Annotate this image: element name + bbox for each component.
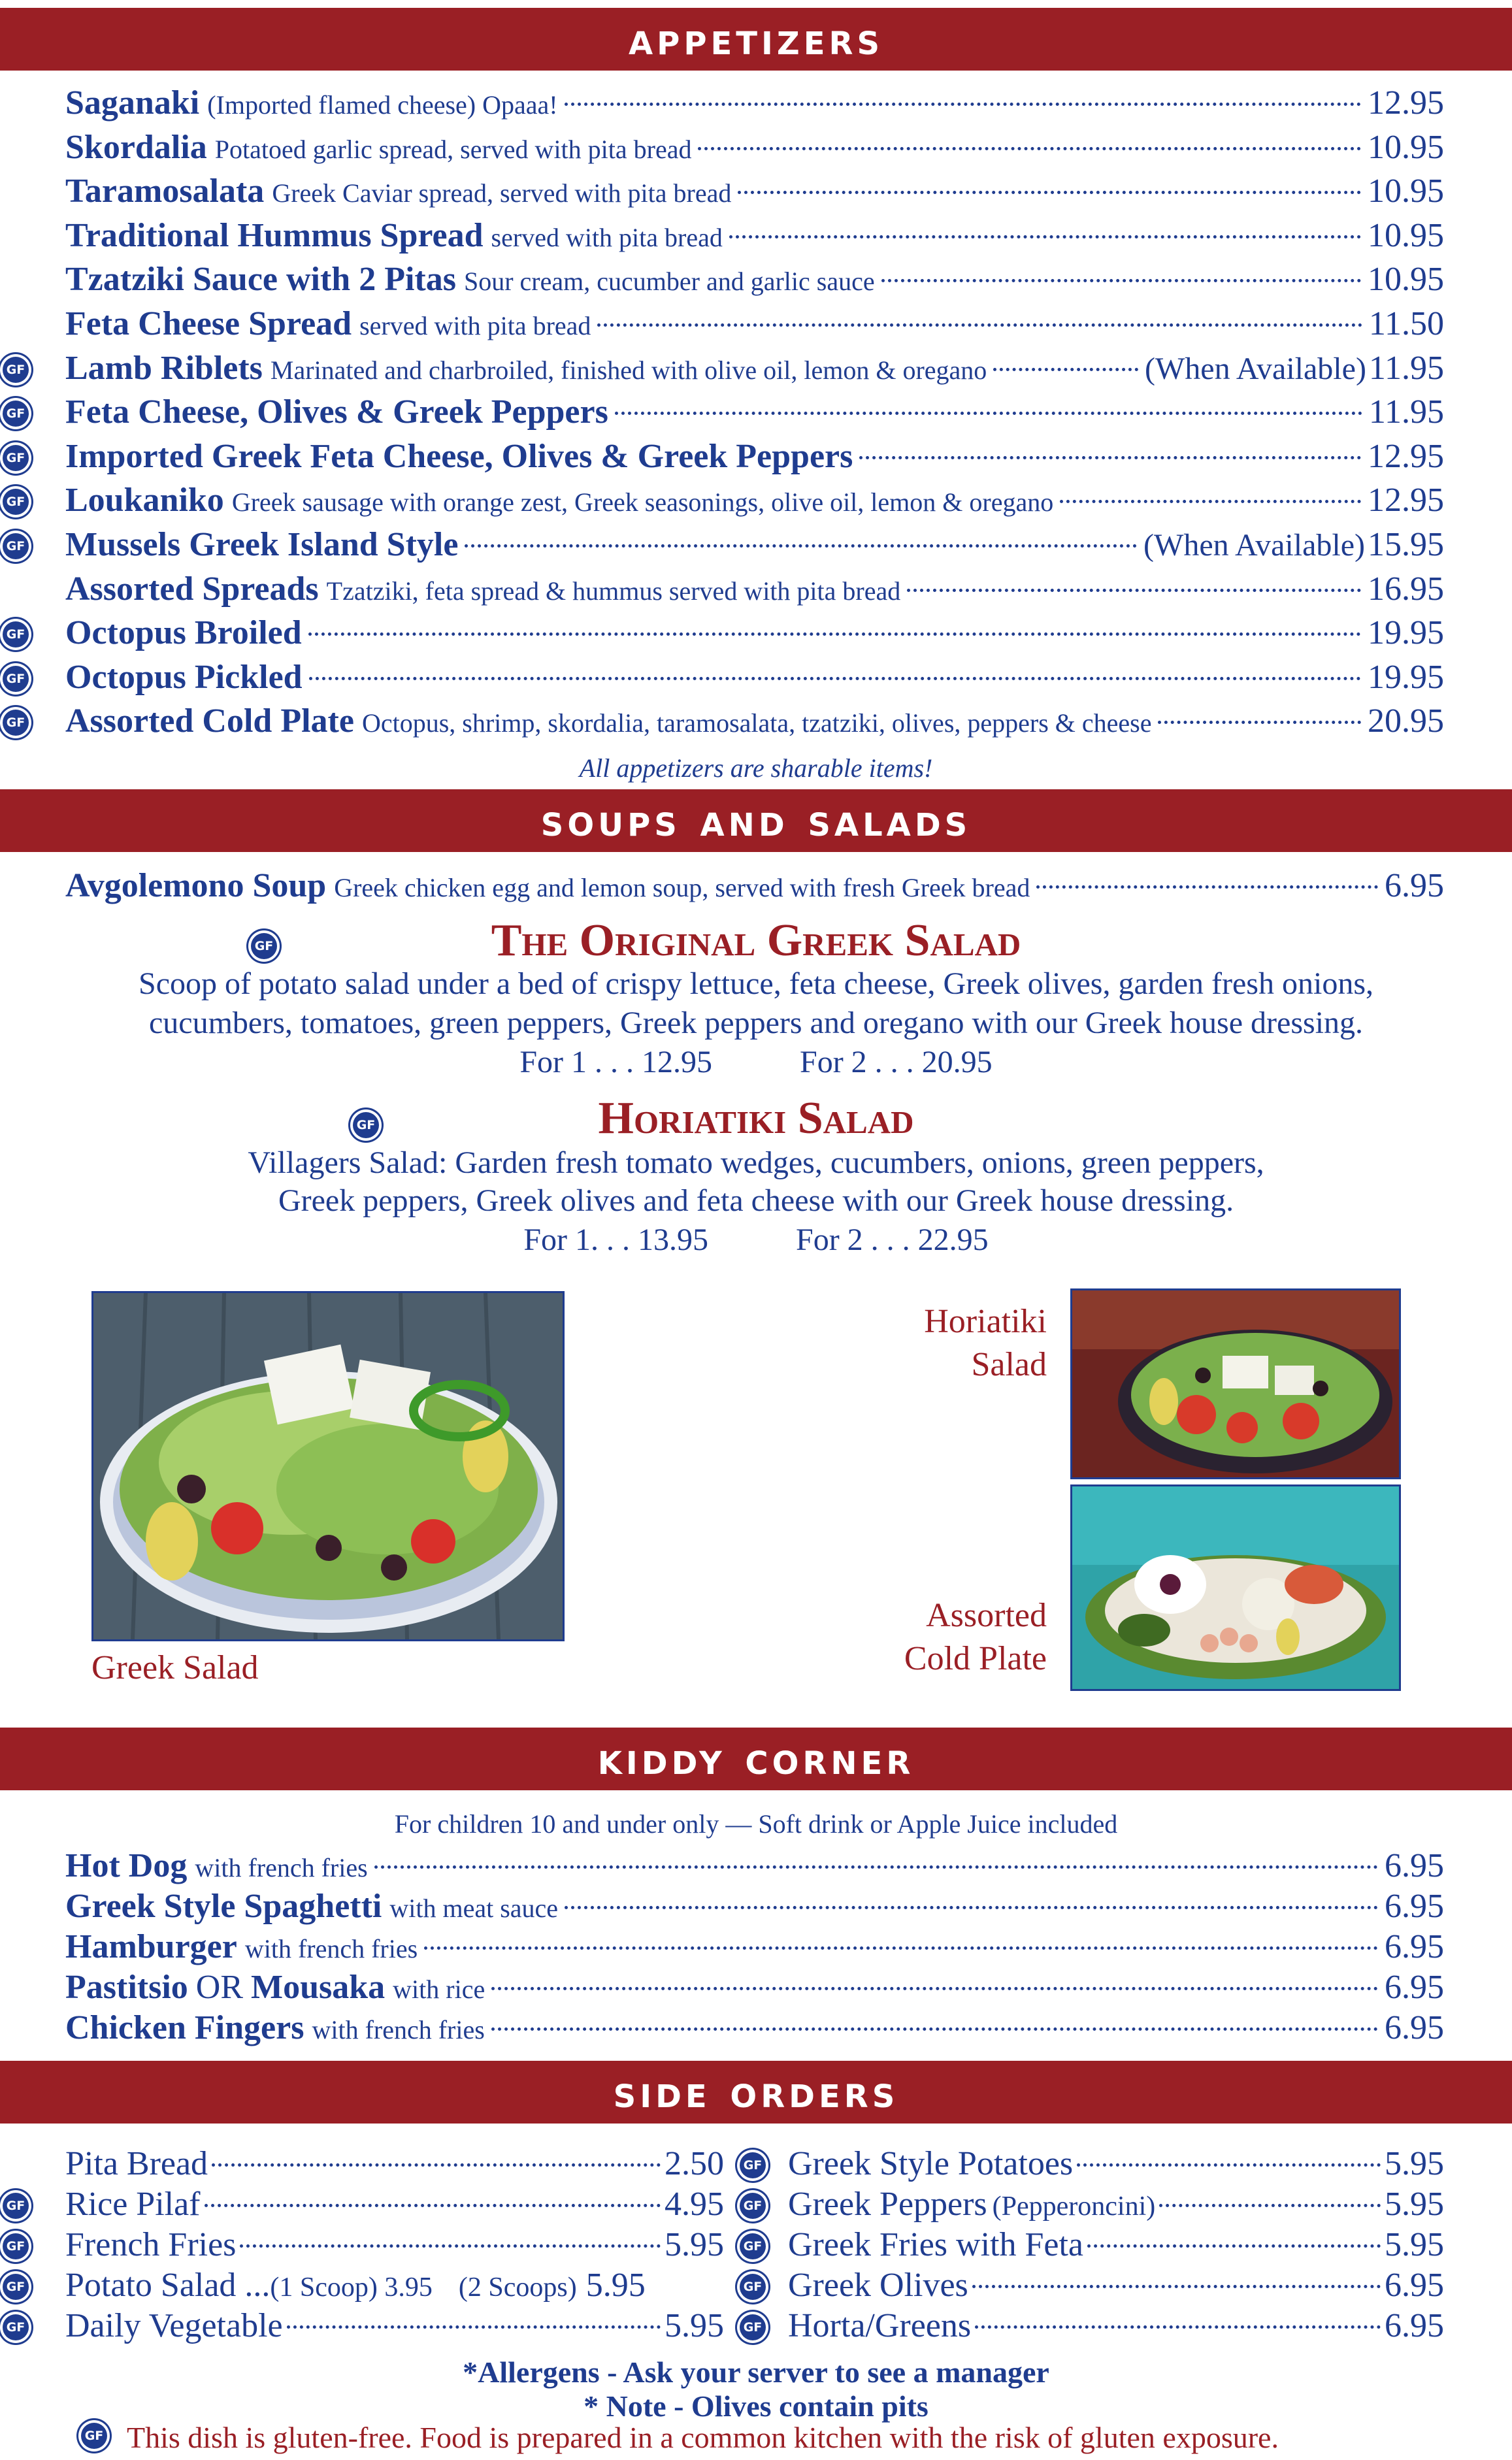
gluten-free-note: This dish is gluten-free. Food is prepared in a common kitchen with the risk of gluten exposure. xyxy=(127,2421,1279,2454)
gluten-free-icon: GF xyxy=(3,710,29,736)
side-name: Greek Peppers xyxy=(788,2186,987,2223)
item-desc: Marinated and charbroiled, finished with olive oil, lemon & oregano xyxy=(270,355,987,385)
side-price: 5.95 xyxy=(1385,2186,1444,2223)
item-availability: (When Available) xyxy=(1143,528,1365,563)
item-name: Saganaki xyxy=(65,84,200,122)
sides-banner xyxy=(0,2061,1512,2124)
side-extra: (1 Scoop) 3.95 xyxy=(270,2272,433,2303)
item-price: 19.95 xyxy=(1368,659,1444,696)
gluten-free-icon: GF xyxy=(3,2233,29,2259)
gluten-free-icon: GF xyxy=(3,666,29,692)
item-desc: with french fries xyxy=(195,1853,368,1882)
gluten-free-icon: GF xyxy=(3,621,29,648)
dot-leader xyxy=(309,677,1361,680)
cold-plate-photo xyxy=(1070,1484,1401,1691)
item-name: Hot Dog xyxy=(65,1847,188,1884)
side-order-item xyxy=(788,2306,1444,2347)
item-name: Mussels Greek Island Style xyxy=(65,526,459,563)
horiatiki-price-2: For 2 . . . 22.95 xyxy=(796,1222,989,1257)
dot-leader xyxy=(240,2244,661,2248)
dot-leader xyxy=(597,323,1362,327)
item-name: Loukaniko xyxy=(65,482,224,519)
greek-salad-photo xyxy=(91,1291,565,1641)
greek-salad-prices xyxy=(0,1043,1512,1082)
side-name: Greek Style Potatoes xyxy=(788,2145,1074,2182)
item-name: Traditional Hummus Spread xyxy=(65,217,484,254)
item-desc: with meat sauce xyxy=(389,1894,559,1923)
soups-banner xyxy=(0,789,1512,852)
gluten-free-icon: GF xyxy=(3,2274,29,2300)
item-availability: (When Available) xyxy=(1144,352,1366,386)
dot-leader xyxy=(212,2163,661,2167)
dot-leader xyxy=(975,2325,1381,2329)
item-price: 10.95 xyxy=(1368,129,1444,166)
item-price: 10.95 xyxy=(1368,217,1444,254)
item-name: Chicken Fingers xyxy=(65,2009,304,2046)
side-price: 2.50 xyxy=(665,2145,724,2182)
gluten-free-icon: GF xyxy=(3,533,29,559)
item-desc: with french fries xyxy=(312,2015,485,2044)
dot-leader xyxy=(1036,885,1378,889)
menu-item-appetizer xyxy=(65,349,1444,391)
gluten-free-icon: GF xyxy=(251,933,277,959)
item-price: 10.95 xyxy=(1368,172,1444,210)
side-extra: (Pepperoncini) xyxy=(992,2191,1156,2222)
soups-title: soups and salads xyxy=(540,795,972,847)
menu-item-appetizer xyxy=(65,172,1444,214)
menu-item-appetizer xyxy=(65,658,1444,700)
appetizers-footnote: All appetizers are sharable items! xyxy=(579,753,933,783)
horiatiki-caption xyxy=(908,1300,1047,1386)
greek-salad-desc-1: Scoop of potato salad under a bed of crispy lettuce, feta cheese, Greek olives, garden fresh onions, xyxy=(139,966,1373,1001)
appetizers-title: appetizers xyxy=(628,13,884,65)
menu-item-appetizer xyxy=(65,525,1444,567)
item-price: 11.95 xyxy=(1368,350,1444,387)
item-name: Taramosalata xyxy=(65,172,265,210)
item-price: 19.95 xyxy=(1368,614,1444,651)
dot-leader xyxy=(993,368,1138,371)
olives-note: * Note - Olives contain pits xyxy=(583,2389,929,2423)
side-name: Greek Olives xyxy=(788,2267,968,2304)
gluten-free-icon: GF xyxy=(3,445,29,471)
menu-item-avgolemono xyxy=(65,866,1444,908)
dot-leader xyxy=(859,456,1361,459)
menu-item-appetizer xyxy=(65,304,1444,346)
item-name: Tzatziki Sauce with 2 Pitas xyxy=(65,261,456,298)
cold-plate-caption-line2: Cold Plate xyxy=(904,1640,1047,1677)
item-price: 6.95 xyxy=(1385,867,1444,904)
item-desc: served with pita bread xyxy=(359,311,591,340)
menu-item-appetizer xyxy=(65,216,1444,258)
horiatiki-prices xyxy=(0,1221,1512,1260)
side-name: Potato Salad ... xyxy=(65,2267,271,2304)
dot-leader xyxy=(615,412,1362,415)
side-price: 5.95 xyxy=(1385,2145,1444,2182)
menu-item-appetizer xyxy=(65,614,1444,655)
item-price: 6.95 xyxy=(1385,1969,1444,2006)
dot-leader xyxy=(729,235,1361,238)
item-desc: Sour cream, cucumber and garlic sauce xyxy=(463,267,875,296)
item-name: Hamburger xyxy=(65,1928,237,1965)
item-desc: Potatoed garlic spread, served with pita bread xyxy=(214,135,692,164)
gluten-free-icon: GF xyxy=(3,2193,29,2219)
appetizers-banner xyxy=(0,8,1512,71)
kiddy-title: kiddy corner xyxy=(597,1733,915,1785)
side-price: 4.95 xyxy=(665,2186,724,2223)
item-name: Lamb Riblets xyxy=(65,350,263,387)
gluten-free-icon: GF xyxy=(353,1112,379,1138)
item-or: OR xyxy=(195,1969,244,2006)
item-desc: with french fries xyxy=(244,1934,418,1963)
item-name-2: Mousaka xyxy=(251,1969,386,2006)
side-price: 5.95 xyxy=(665,2307,724,2344)
gluten-free-icon: GF xyxy=(81,2423,107,2449)
item-name: Skordalia xyxy=(65,129,207,166)
horiatiki-salad-photo xyxy=(1070,1288,1401,1479)
item-name: Assorted Spreads xyxy=(65,570,319,608)
item-desc: with rice xyxy=(393,1975,485,2004)
item-price: 6.95 xyxy=(1385,2009,1444,2046)
dot-leader xyxy=(491,2027,1378,2031)
menu-item-appetizer xyxy=(65,84,1444,125)
item-desc: Greek Caviar spread, served with pita bread xyxy=(272,178,732,208)
item-name: Feta Cheese Spread xyxy=(65,305,352,342)
menu-item-appetizer xyxy=(65,570,1444,612)
side-name: Horta/Greens xyxy=(788,2307,972,2344)
gluten-free-icon: GF xyxy=(740,2152,766,2178)
side-price: 5.95 xyxy=(1385,2226,1444,2263)
menu-item-kid xyxy=(65,2009,1444,2050)
item-price: 6.95 xyxy=(1385,1928,1444,1965)
kiddy-subtitle: For children 10 and under only — Soft drink or Apple Juice included xyxy=(394,1809,1118,1839)
greek-salad-title: The Original Greek Salad xyxy=(491,915,1021,966)
side-order-item xyxy=(788,2225,1444,2266)
horiatiki-caption-line2: Salad xyxy=(971,1346,1047,1383)
dot-leader xyxy=(698,147,1361,150)
item-desc: (Imported flamed cheese) Opaaa! xyxy=(207,90,558,120)
item-desc: Greek sausage with orange zest, Greek seasonings, olive oil, lemon & oregano xyxy=(231,487,1054,517)
gluten-free-icon: GF xyxy=(3,401,29,427)
dot-leader xyxy=(565,103,1361,106)
dot-leader xyxy=(1077,2163,1381,2167)
dot-leader xyxy=(374,1865,1378,1869)
item-price: 16.95 xyxy=(1368,570,1444,608)
allergens-note: *Allergens - Ask your server to see a manager xyxy=(463,2355,1049,2389)
gluten-free-icon: GF xyxy=(740,2314,766,2340)
item-name: Assorted Cold Plate xyxy=(65,702,354,740)
item-price: 20.95 xyxy=(1368,702,1444,740)
dot-leader xyxy=(972,2285,1381,2288)
side-name: Pita Bread xyxy=(65,2145,208,2182)
cold-plate-caption xyxy=(843,1594,1047,1681)
item-desc: Greek chicken egg and lemon soup, served with fresh Greek bread xyxy=(334,873,1030,902)
menu-item-appetizer xyxy=(65,393,1444,435)
item-name: Octopus Pickled xyxy=(65,659,303,696)
dot-leader xyxy=(881,279,1361,282)
dot-leader xyxy=(907,589,1361,592)
cold-plate-caption-line1: Assorted xyxy=(926,1597,1047,1634)
item-name: Pastitsio xyxy=(65,1969,188,2006)
item-price: 6.95 xyxy=(1385,1888,1444,1925)
item-name: Avgolemono Soup xyxy=(65,867,327,904)
horiatiki-salad-title: Horiatiki Salad xyxy=(598,1093,914,1143)
dot-leader xyxy=(1158,721,1361,724)
side-order-item xyxy=(788,2266,1444,2306)
dot-leader xyxy=(287,2325,661,2329)
item-price: 12.95 xyxy=(1368,438,1444,475)
gluten-free-icon: GF xyxy=(3,489,29,515)
greek-salad-caption: Greek Salad xyxy=(91,1649,259,1686)
dot-leader xyxy=(465,544,1137,548)
dot-leader xyxy=(565,1906,1378,1909)
menu-item-kid xyxy=(65,1887,1444,1929)
menu-item-appetizer xyxy=(65,260,1444,302)
dot-leader xyxy=(424,1946,1378,1950)
side-order-item xyxy=(65,2225,724,2266)
side-name: Greek Fries with Feta xyxy=(788,2226,1084,2263)
dot-leader xyxy=(1060,500,1361,503)
side-name: French Fries xyxy=(65,2226,237,2263)
greek-salad-price-2: For 2 . . . 20.95 xyxy=(800,1045,993,1079)
menu-item-appetizer xyxy=(65,481,1444,523)
gluten-free-icon: GF xyxy=(740,2193,766,2219)
side-price: 5.95 xyxy=(665,2226,724,2263)
side-order-item xyxy=(65,2144,724,2185)
gluten-free-icon: GF xyxy=(740,2233,766,2259)
side-order-item xyxy=(788,2144,1444,2185)
side-name: Daily Vegetable xyxy=(65,2307,283,2344)
side-name: Rice Pilaf xyxy=(65,2186,201,2223)
gluten-free-icon: GF xyxy=(3,2314,29,2340)
item-price: 15.95 xyxy=(1368,526,1444,563)
item-price: 6.95 xyxy=(1385,1847,1444,1884)
menu-item-appetizer xyxy=(65,437,1444,479)
dot-leader xyxy=(491,1987,1378,1990)
horiatiki-price-1: For 1. . . 13.95 xyxy=(523,1222,708,1257)
menu-item-kid xyxy=(65,1968,1444,2010)
dot-leader xyxy=(738,191,1361,194)
item-price: 11.95 xyxy=(1368,393,1444,431)
menu-item-kid xyxy=(65,1927,1444,1969)
sides-title: side orders xyxy=(613,2066,899,2118)
item-price: 10.95 xyxy=(1368,261,1444,298)
gluten-free-icon: GF xyxy=(740,2274,766,2300)
side-order-item xyxy=(65,2266,724,2306)
horiatiki-caption-line1: Horiatiki xyxy=(924,1303,1047,1340)
item-price: 12.95 xyxy=(1368,84,1444,122)
side-price: 6.95 xyxy=(1385,2307,1444,2344)
kiddy-banner xyxy=(0,1728,1512,1790)
horiatiki-desc-2: Greek peppers, Greek olives and feta cheese with our Greek house dressing. xyxy=(278,1183,1234,1218)
greek-salad-desc-2: cucumbers, tomatoes, green peppers, Greek peppers and oregano with our Greek house dressing. xyxy=(148,1006,1364,1040)
greek-salad-price-1: For 1 . . . 12.95 xyxy=(519,1045,712,1079)
menu-item-appetizer xyxy=(65,128,1444,170)
side-extra-2: (2 Scoops) xyxy=(458,2272,577,2303)
side-price: 5.95 xyxy=(585,2267,646,2304)
item-name: Imported Greek Feta Cheese, Olives & Greek Peppers xyxy=(65,438,853,475)
menu-item-appetizer xyxy=(65,702,1444,744)
item-desc: served with pita bread xyxy=(491,223,723,252)
menu-item-kid xyxy=(65,1846,1444,1888)
item-name: Feta Cheese, Olives & Greek Peppers xyxy=(65,393,608,431)
side-price: 6.95 xyxy=(1385,2267,1444,2304)
item-desc: Octopus, shrimp, skordalia, taramosalata, tzatziki, olives, peppers & cheese xyxy=(361,708,1152,738)
dot-leader xyxy=(205,2204,661,2207)
item-name: Greek Style Spaghetti xyxy=(65,1888,382,1925)
item-price: 11.50 xyxy=(1368,305,1444,342)
side-order-item xyxy=(65,2185,724,2225)
side-order-item xyxy=(788,2185,1444,2225)
horiatiki-desc-1: Villagers Salad: Garden fresh tomato wedges, cucumbers, onions, green peppers, xyxy=(248,1145,1264,1180)
dot-leader xyxy=(1087,2244,1381,2248)
item-price: 12.95 xyxy=(1368,482,1444,519)
side-order-item xyxy=(65,2306,724,2347)
dot-leader xyxy=(1159,2204,1381,2207)
gluten-free-icon: GF xyxy=(3,357,29,383)
item-name: Octopus Broiled xyxy=(65,614,302,651)
item-desc: Tzatziki, feta spread & hummus served with pita bread xyxy=(326,576,901,606)
dot-leader xyxy=(308,632,1361,636)
